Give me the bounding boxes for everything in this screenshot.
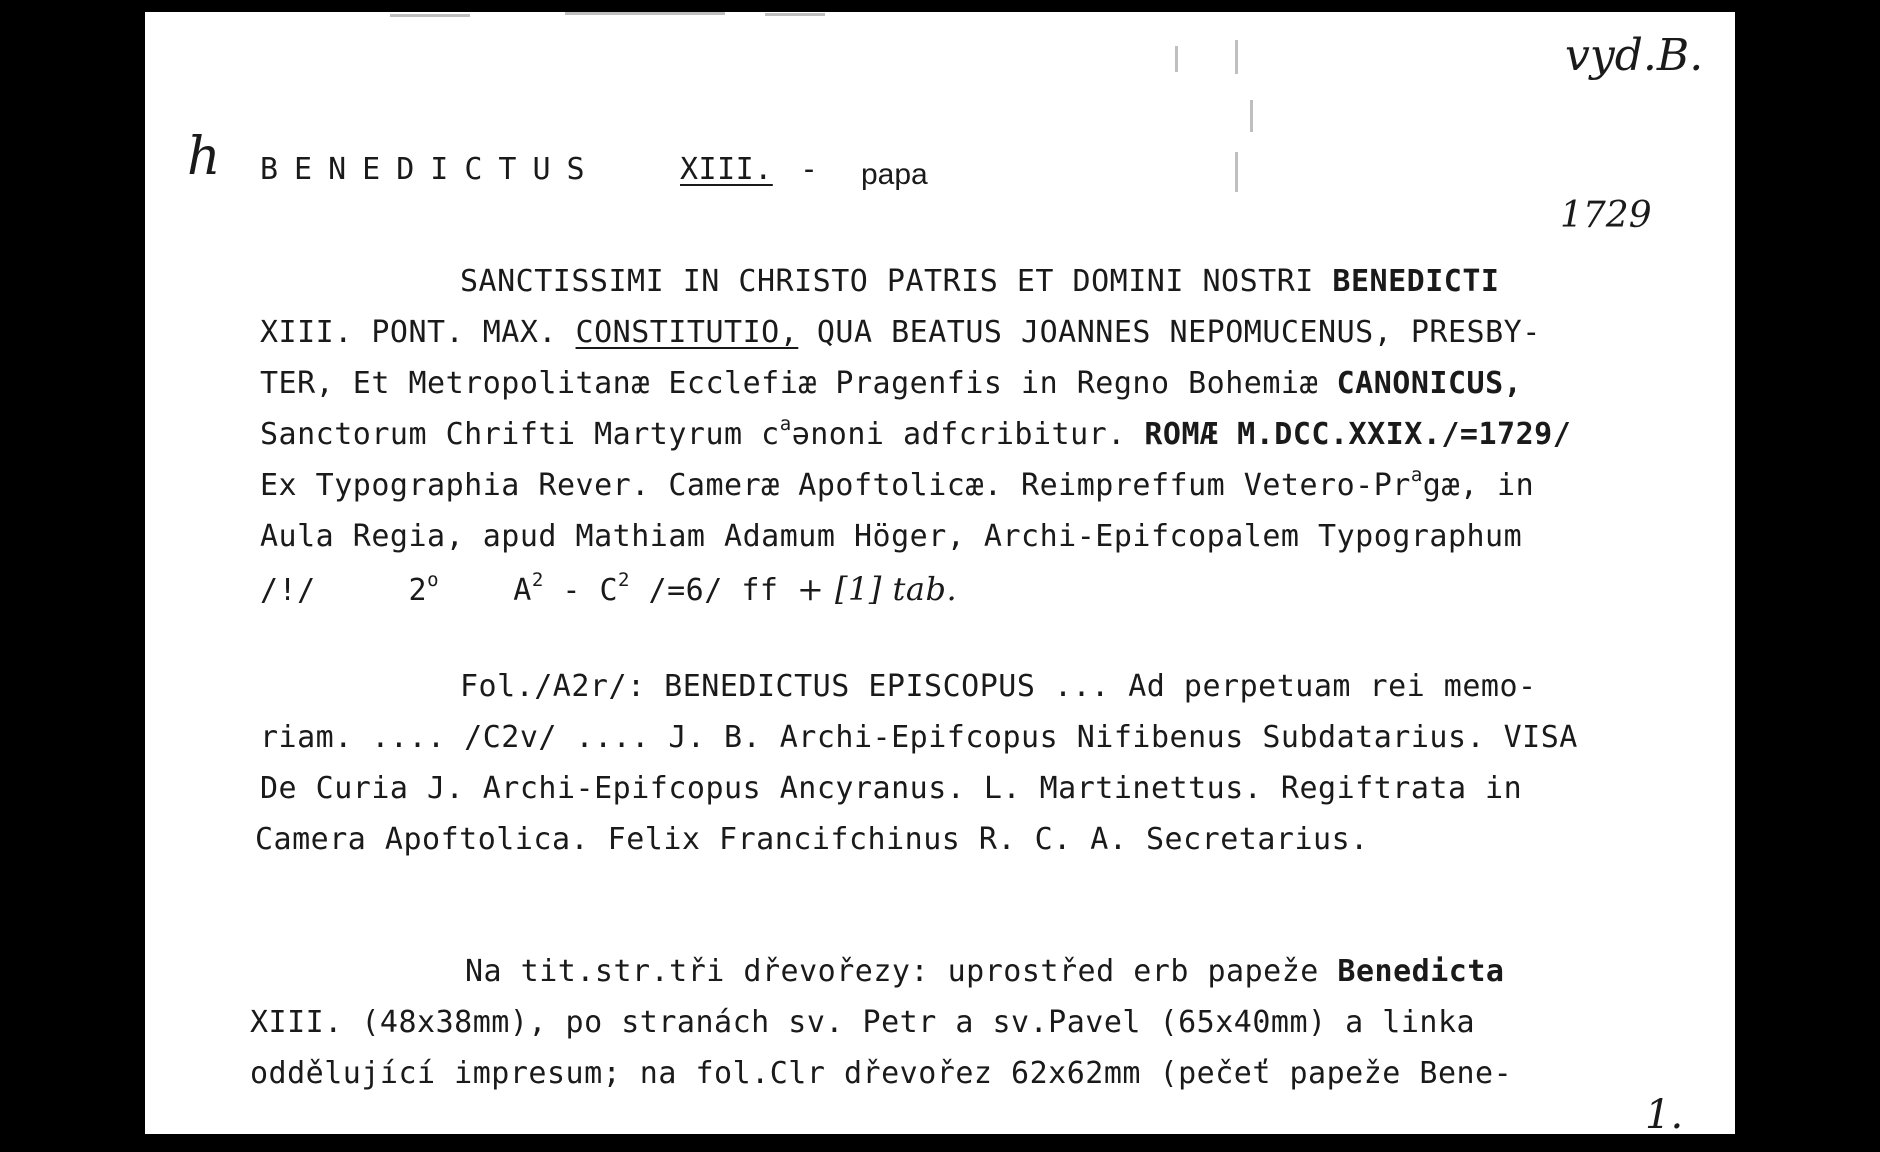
scan-speck [390,14,470,17]
note-line-1: Na tit.str.tři dřevořezy: uprostřed erb papeže Benedicta [465,954,1505,989]
title-line-2: XIII. PONT. MAX. CONSTITUTIO, QUA BEATUS JOANNES NEPOMUCENUS, PRESBY- [260,315,1541,350]
catalog-card [145,12,1735,1134]
year-handwritten: 1729 [1560,195,1652,236]
handwritten-mark: h [187,127,221,187]
collation-line: /!/ 2$^o$ $A^2 - C^2$ /=6/ ff + [1] tab. [260,569,958,608]
scan-speck [1235,40,1238,74]
scan-speck [1250,100,1253,132]
folio-line-2: riam. .... /C2v/ .... J. B. Archi-Epifcopus Nifibenus Subdatarius. VISA [260,720,1578,755]
header-dash: - [800,152,819,187]
folio-line-1: Fol./A2r/: BENEDICTUS EPISCOPUS ... Ad perpetuam rei memo- [460,669,1537,704]
scan-speck [1235,152,1238,192]
title-line-6: Aula Regia, apud Mathiam Adamum Höger, Archi-Epifcopalem Typographum [260,519,1523,554]
scan-speck [1175,46,1178,72]
title-line-5: Ex Typographia Rever. Cameræ Apoftolicæ. Reimpreffum Vetero-Pr$^a$gæ, in [260,464,1535,503]
author-name: BENEDICTUS [260,152,601,187]
title-line-1: SANCTISSIMI IN CHRISTO PATRIS ET DOMINI NOSTRI BENEDICTI [460,264,1500,299]
note-line-2: XIII. (48x38mm), po stranách sv. Petr a sv.Pavel (65x40mm) a linka [250,1005,1476,1040]
collation-handwritten-note: + [1] tab. [797,570,958,608]
title-line-3: TER, Et Metropolitanæ Ecclefiæ Pragenfis in Regno Bohemiæ CANONICUS, [260,366,1523,401]
author-role: papa [861,158,928,191]
page-number: 1. [1645,1092,1684,1134]
scan-speck [565,12,725,15]
note-line-3: oddělující impresum; na fol.Clr dřevořez 62x62mm (pečeť papeže Bene- [250,1056,1513,1091]
folio-line-3: De Curia J. Archi-Epifcopus Ancyranus. L. Martinettus. Regiftrata in [260,771,1523,806]
shelfmark: vyd.B. [1565,30,1704,81]
folio-line-4: Camera Apoftolica. Felix Francifchinus R. C. A. Secretarius. [255,822,1369,857]
author-number: XIII. [680,152,773,187]
scan-speck [765,13,825,16]
title-line-4: Sanctorum Chrifti Martyrum $c^aənoni$ adfcribitur. ROMÆ M.DCC.XXIX./=1729/ [260,413,1572,452]
